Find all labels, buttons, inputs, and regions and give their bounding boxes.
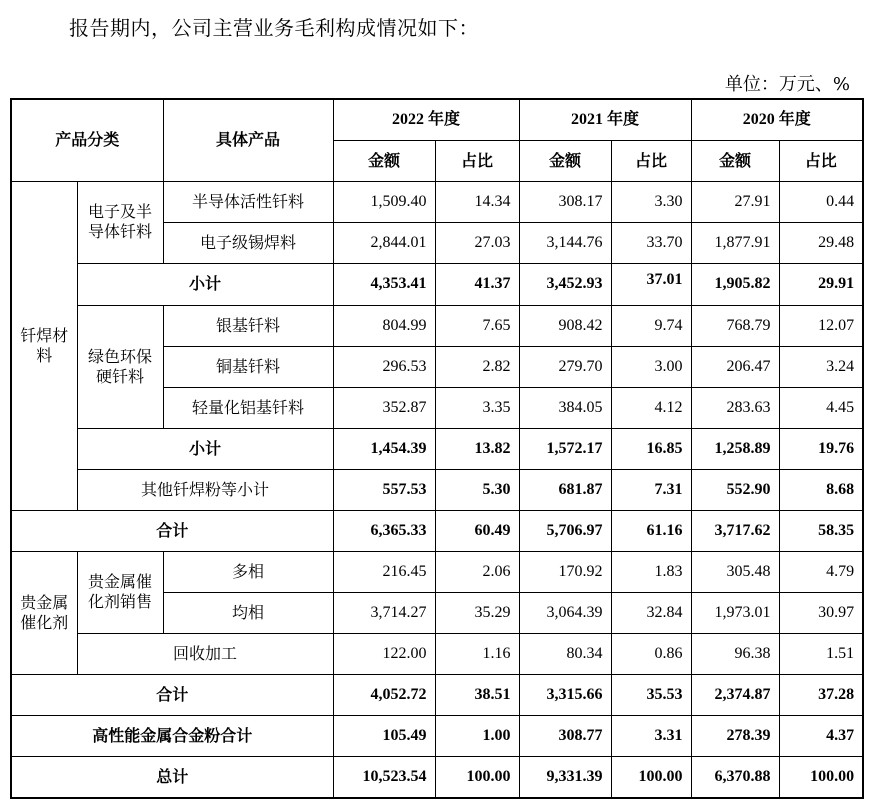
cell-ratio: 3.30 [611, 181, 691, 222]
table-row [11, 469, 863, 510]
row-label: 轻量化铝基钎料 [163, 387, 333, 428]
cell-amount: 10,523.54 [333, 756, 435, 798]
row-label: 铜基钎料 [163, 346, 333, 387]
cell-ratio: 16.85 [611, 428, 691, 469]
cell-ratio: 13.82 [435, 428, 519, 469]
header-year-2020: 2020 年度 [691, 99, 863, 140]
row-label: 合计 [11, 510, 333, 551]
table-row [11, 551, 863, 592]
cell-ratio: 37.01 [611, 263, 691, 305]
cell-ratio: 61.16 [611, 510, 691, 551]
grand-total-row [11, 756, 863, 798]
cell-ratio: 0.44 [779, 181, 863, 222]
cell-ratio: 60.49 [435, 510, 519, 551]
group-green-hard-solder: 绿色环保硬钎料 [77, 305, 163, 428]
cell-amount: 6,365.33 [333, 510, 435, 551]
cell-ratio: 100.00 [611, 756, 691, 798]
cell-ratio: 8.68 [779, 469, 863, 510]
cell-ratio: 0.86 [611, 633, 691, 674]
cell-ratio: 29.48 [779, 222, 863, 263]
cell-amount: 681.87 [519, 469, 611, 510]
total-row [11, 674, 863, 715]
cell-amount: 206.47 [691, 346, 779, 387]
cell-amount: 170.92 [519, 551, 611, 592]
cell-amount: 1,905.82 [691, 263, 779, 305]
cell-amount: 296.53 [333, 346, 435, 387]
cell-amount: 122.00 [333, 633, 435, 674]
cell-amount: 1,973.01 [691, 592, 779, 633]
gross-profit-table [10, 98, 864, 799]
cell-amount: 3,064.39 [519, 592, 611, 633]
row-label: 小计 [77, 428, 333, 469]
cell-ratio: 2.06 [435, 551, 519, 592]
cell-ratio: 58.35 [779, 510, 863, 551]
cell-amount: 216.45 [333, 551, 435, 592]
total-row [11, 715, 863, 756]
cell-ratio: 1.51 [779, 633, 863, 674]
cell-amount: 2,844.01 [333, 222, 435, 263]
cell-amount: 3,714.27 [333, 592, 435, 633]
cell-amount: 1,454.39 [333, 428, 435, 469]
row-label: 半导体活性钎料 [163, 181, 333, 222]
cell-ratio: 32.84 [611, 592, 691, 633]
row-label: 高性能金属合金粉合计 [11, 715, 333, 756]
group-electronic-semiconductor: 电子及半导体钎料 [77, 181, 163, 263]
cell-ratio: 9.74 [611, 305, 691, 346]
row-label: 多相 [163, 551, 333, 592]
cell-amount: 768.79 [691, 305, 779, 346]
cell-ratio: 1.16 [435, 633, 519, 674]
cell-amount: 1,258.89 [691, 428, 779, 469]
cell-ratio: 7.65 [435, 305, 519, 346]
cell-ratio: 12.07 [779, 305, 863, 346]
cell-amount: 279.70 [519, 346, 611, 387]
cell-ratio: 37.28 [779, 674, 863, 715]
header-year-2021: 2021 年度 [519, 99, 691, 140]
subtotal-row [11, 263, 863, 305]
header-amount-2020: 金额 [691, 140, 779, 181]
cell-amount: 305.48 [691, 551, 779, 592]
cell-amount: 908.42 [519, 305, 611, 346]
cell-amount: 27.91 [691, 181, 779, 222]
cell-ratio: 41.37 [435, 263, 519, 305]
cell-amount: 308.17 [519, 181, 611, 222]
header-product: 具体产品 [163, 99, 333, 181]
cell-ratio: 4.79 [779, 551, 863, 592]
cell-amount: 80.34 [519, 633, 611, 674]
header-ratio-2020: 占比 [779, 140, 863, 181]
cell-ratio: 14.34 [435, 181, 519, 222]
cell-ratio: 30.97 [779, 592, 863, 633]
cell-ratio: 1.83 [611, 551, 691, 592]
total-row [11, 510, 863, 551]
cell-amount: 352.87 [333, 387, 435, 428]
cell-ratio: 5.30 [435, 469, 519, 510]
cell-amount: 3,315.66 [519, 674, 611, 715]
unit-label: 单位：万元、% [724, 74, 850, 95]
table-row [11, 633, 863, 674]
cell-ratio: 2.82 [435, 346, 519, 387]
header-year-2022: 2022 年度 [333, 99, 519, 140]
row-label: 均相 [163, 592, 333, 633]
cell-amount: 5,706.97 [519, 510, 611, 551]
cell-ratio: 19.76 [779, 428, 863, 469]
row-label: 电子级锡焊料 [163, 222, 333, 263]
cell-amount: 96.38 [691, 633, 779, 674]
cell-ratio: 7.31 [611, 469, 691, 510]
header-row-1 [11, 99, 863, 140]
cell-ratio: 35.29 [435, 592, 519, 633]
cell-amount: 4,353.41 [333, 263, 435, 305]
row-label: 银基钎料 [163, 305, 333, 346]
subtotal-row [11, 428, 863, 469]
intro-text: 报告期内，公司主营业务毛利构成情况如下： [69, 16, 479, 40]
cell-amount: 1,877.91 [691, 222, 779, 263]
cell-amount: 2,374.87 [691, 674, 779, 715]
cell-ratio: 4.45 [779, 387, 863, 428]
cell-amount: 9,331.39 [519, 756, 611, 798]
cell-amount: 308.77 [519, 715, 611, 756]
cell-ratio: 27.03 [435, 222, 519, 263]
header-amount-2022: 金额 [333, 140, 435, 181]
row-label: 总计 [11, 756, 333, 798]
cell-amount: 105.49 [333, 715, 435, 756]
group-precious-metal-catalyst: 贵金属催化剂 [11, 551, 77, 674]
header-ratio-2022: 占比 [435, 140, 519, 181]
cell-amount: 557.53 [333, 469, 435, 510]
group-pm-catalyst-sales: 贵金属催化剂销售 [77, 551, 163, 633]
table-row [11, 305, 863, 346]
header-amount-2021: 金额 [519, 140, 611, 181]
cell-amount: 3,717.62 [691, 510, 779, 551]
table-row [11, 181, 863, 222]
cell-ratio: 38.51 [435, 674, 519, 715]
cell-ratio: 3.00 [611, 346, 691, 387]
row-label: 其他钎焊粉等小计 [77, 469, 333, 510]
cell-amount: 1,572.17 [519, 428, 611, 469]
cell-ratio: 35.53 [611, 674, 691, 715]
cell-ratio: 4.37 [779, 715, 863, 756]
header-category: 产品分类 [11, 99, 163, 181]
row-label: 合计 [11, 674, 333, 715]
cell-ratio: 3.35 [435, 387, 519, 428]
cell-ratio: 100.00 [435, 756, 519, 798]
cell-amount: 804.99 [333, 305, 435, 346]
cell-amount: 3,144.76 [519, 222, 611, 263]
cell-amount: 384.05 [519, 387, 611, 428]
cell-ratio: 1.00 [435, 715, 519, 756]
cell-amount: 283.63 [691, 387, 779, 428]
cell-amount: 6,370.88 [691, 756, 779, 798]
cell-ratio: 29.91 [779, 263, 863, 305]
cell-amount: 1,509.40 [333, 181, 435, 222]
row-label: 回收加工 [77, 633, 333, 674]
cell-ratio: 4.12 [611, 387, 691, 428]
cell-ratio: 100.00 [779, 756, 863, 798]
cell-ratio: 33.70 [611, 222, 691, 263]
cell-amount: 278.39 [691, 715, 779, 756]
group-brazing-materials: 钎焊材料 [11, 181, 77, 510]
cell-amount: 3,452.93 [519, 263, 611, 305]
cell-amount: 4,052.72 [333, 674, 435, 715]
cell-ratio: 3.31 [611, 715, 691, 756]
row-label: 小计 [77, 263, 333, 305]
header-ratio-2021: 占比 [611, 140, 691, 181]
cell-amount: 552.90 [691, 469, 779, 510]
cell-ratio: 3.24 [779, 346, 863, 387]
